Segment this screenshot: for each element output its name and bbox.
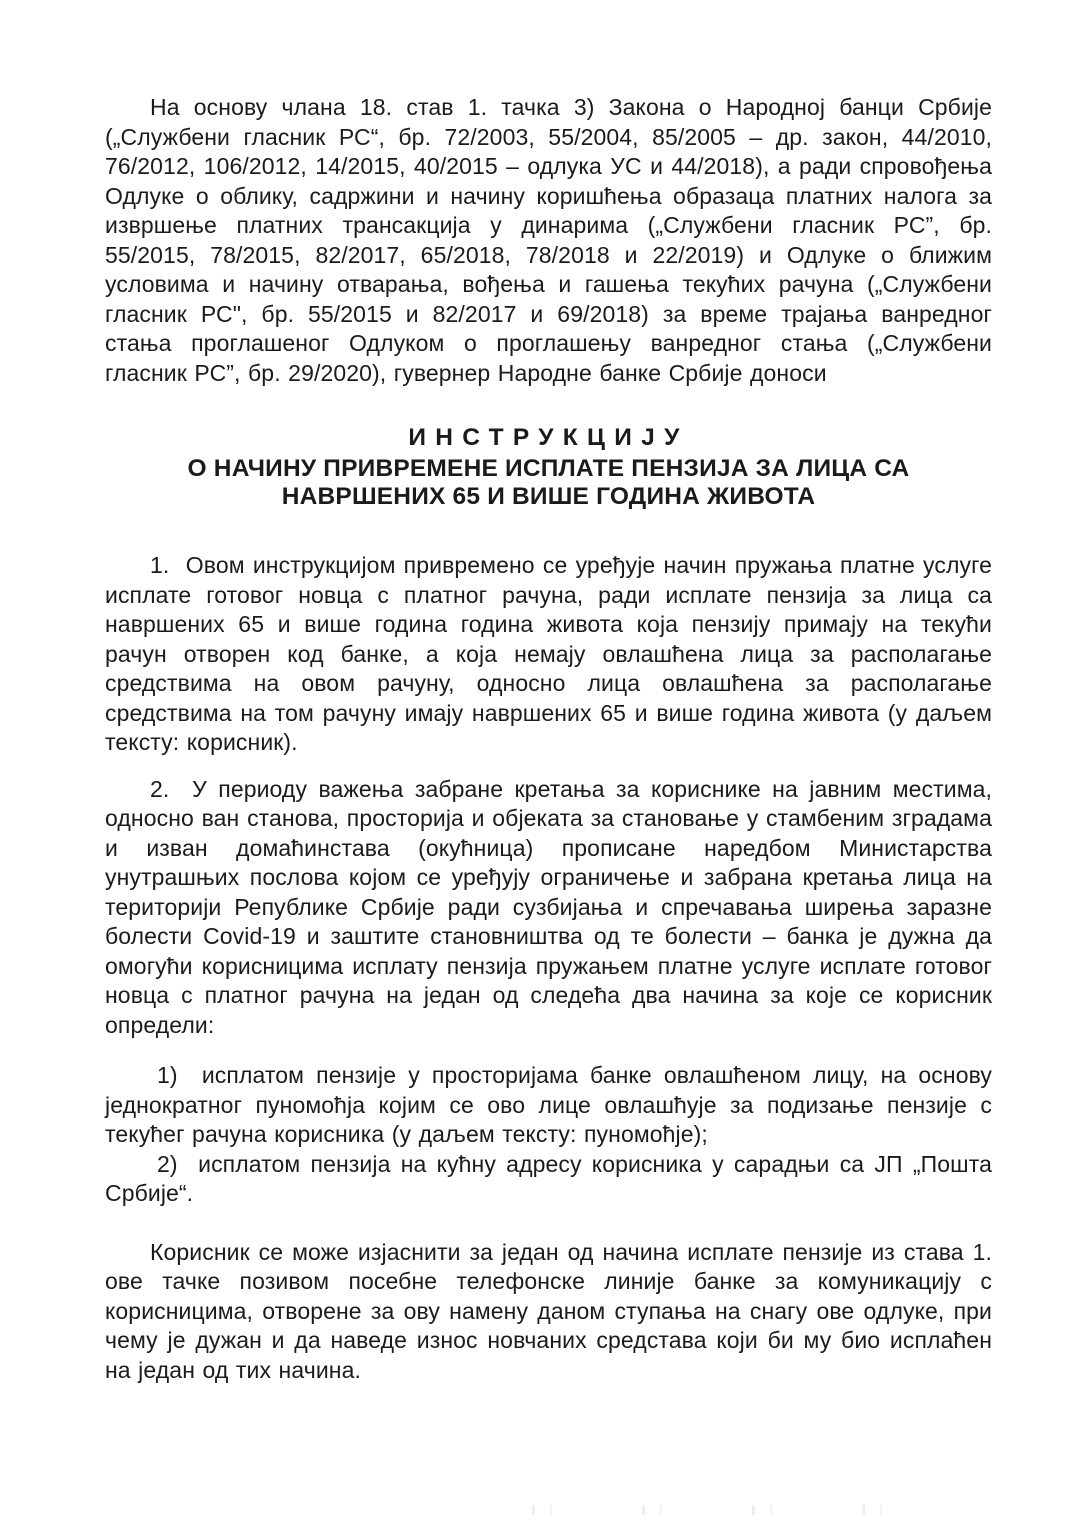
title-block [105, 422, 992, 511]
document-title: ИНСТРУКЦИЈУ [408, 424, 689, 451]
paragraph-2: 2. У периоду важења забране кретања за кориснике на јавним местима, односно ван станова, просторија и објеката за становање у стамбеним зградама и изван домаћинстава (окућница) прописане наредбом Министарства унутрашњих послова којом се уређују ограничење и забрана кретања лица на територији Републике Србије ради сузбијања и спречавања ширења заразне болести Covid-19 и заштите становништва од те болести – банка је дужна да омогући корисницима исплату пензија пружањем платне услуге исплате готовог новца с платног рачуна на један од следећа два начина за које се корисник определи: [105, 775, 992, 1038]
intro-paragraph: На основу члана 18. став 1. тачка 3) Закона о Народној банци Србије („Службени гласник РС“, бр. 72/2003, 55/2004, 85/2005 – др. закон, 44/2010, 76/2012, 106/2012, 14/2015, 40/2015 – одлука УС и 44/2018), а ради спровођења Одлуке о облику, садржини и начину коришћења образаца платних налога за извршење платних трансакција у динарима („Службени гласник РС”, бр. 55/2015, 78/2015, 82/2017, 65/2018, 78/2018 и 22/2019) и Одлуке о ближим условима и начину отварања, вођења и гашења текућих рачуна („Службени гласник РС", бр. 55/2015 и 82/2017 и 69/2018) за време трајања ванредног стања проглашеног Одлуком о проглашењу ванредног стања („Службени гласник РС”, бр. 29/2020), гувернер Народне банке Србије доноси [105, 94, 992, 386]
list-item-1: 1) исплатом пензије у просторијама банке овлашћеном лицу, на основу једнократног пуномоћја којим се ово лице овлашћује за подизање пензије с текућег рачуна корисника (у даљем тексту: пуномоћје); [105, 1062, 992, 1147]
closing-paragraph: Корисник се може изјаснити за један од начина исплате пензије из става 1. ове тачке позивом посебне телефонске линије банке за комуникацију с корисницима, отворене за ову намену даном ступања на снагу ове одлуке, при чему је дужан и да наведе износ новчаних средстава који би му био исплаћен на један од тих начина. [105, 1238, 992, 1383]
paragraph-1: 1. Овом инструкцијом привремено се уређује начин пружања платне услуге исплате готовог новца с платног рачуна, ради исплате пензија за лица са навршених 65 и више година година живота која пензију примају на текући рачун отворен код банке, а која немају овлашћена лица за располагање средствима на овом рачуну, односно лица овлашћена за располагање средствима на том рачуну имају навршених 65 и више година живота (у даљем тексту: корисник). [105, 552, 992, 755]
list-item-2: 2) исплатом пензија на кућну адресу корисника у сарадњи са ЈП „Пошта Србије“. [105, 1150, 992, 1206]
scan-noise-artifact [480, 1505, 930, 1515]
document-subtitle: О НАЧИНУ ПРИВРЕМЕНЕ ИСПЛАТЕ ПЕНЗИЈА ЗА ЛИЦА СА НАВРШЕНИХ 65 И ВИШЕ ГОДИНА ЖИВОТА [187, 455, 910, 510]
